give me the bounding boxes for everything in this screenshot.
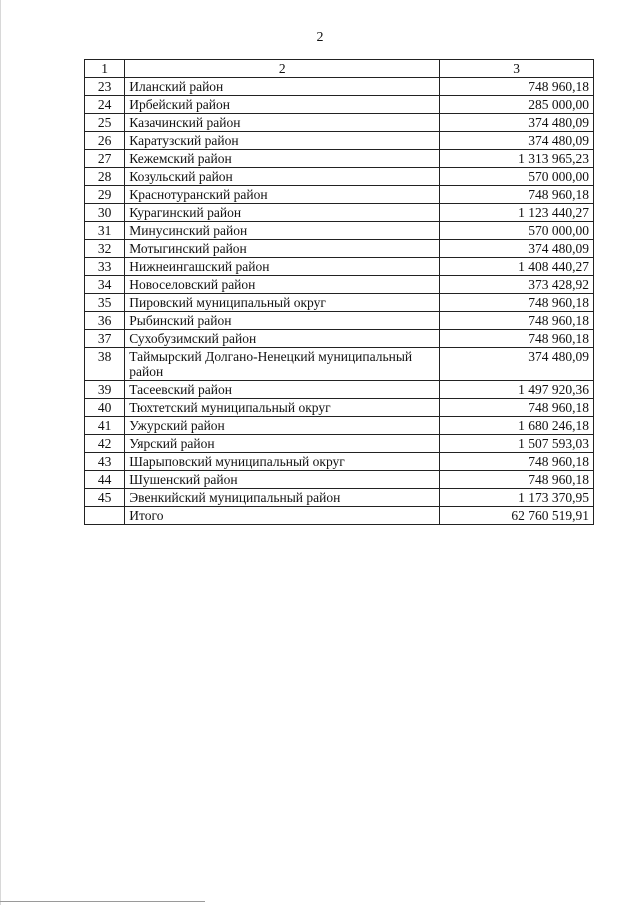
row-number-cell: 24 bbox=[85, 96, 125, 114]
row-name-cell: Ирбейский район bbox=[125, 96, 440, 114]
row-number-cell: 35 bbox=[85, 294, 125, 312]
row-name-cell: Нижнеингашский район bbox=[125, 258, 440, 276]
row-name-cell: Каратузский район bbox=[125, 132, 440, 150]
row-value-cell: 748 960,18 bbox=[440, 399, 594, 417]
row-name-cell: Ужурский район bbox=[125, 417, 440, 435]
row-number-cell: 41 bbox=[85, 417, 125, 435]
row-value-cell: 570 000,00 bbox=[440, 168, 594, 186]
row-number-cell: 40 bbox=[85, 399, 125, 417]
row-name-cell: Таймырский Долгано-Ненецкий муниципальный район bbox=[125, 348, 440, 381]
table-row bbox=[85, 222, 594, 240]
row-value-cell: 374 480,09 bbox=[440, 132, 594, 150]
row-name-cell: Сухобузимский район bbox=[125, 330, 440, 348]
row-name-cell: Тюхтетский муниципальный округ bbox=[125, 399, 440, 417]
row-number-cell: 42 bbox=[85, 435, 125, 453]
table-row bbox=[85, 78, 594, 96]
row-value-cell: 374 480,09 bbox=[440, 348, 594, 381]
header-col-2: 2 bbox=[125, 60, 440, 78]
row-number-cell bbox=[85, 507, 125, 525]
row-number-cell: 31 bbox=[85, 222, 125, 240]
table-row bbox=[85, 132, 594, 150]
row-number-cell: 27 bbox=[85, 150, 125, 168]
row-name-cell: Новоселовский район bbox=[125, 276, 440, 294]
row-number-cell: 34 bbox=[85, 276, 125, 294]
page-number: 2 bbox=[316, 30, 324, 45]
row-value-cell: 1 123 440,27 bbox=[440, 204, 594, 222]
scan-edge-bottom bbox=[0, 901, 205, 902]
row-name-cell: Иланский район bbox=[125, 78, 440, 96]
row-number-cell: 36 bbox=[85, 312, 125, 330]
table-row bbox=[85, 381, 594, 399]
total-row bbox=[85, 507, 594, 525]
row-name-cell: Итого bbox=[125, 507, 440, 525]
row-number-cell: 38 bbox=[85, 348, 125, 381]
row-number-cell: 30 bbox=[85, 204, 125, 222]
table-header-row bbox=[85, 60, 594, 78]
row-name-cell: Козульский район bbox=[125, 168, 440, 186]
row-number-cell: 28 bbox=[85, 168, 125, 186]
table-row bbox=[85, 204, 594, 222]
row-value-cell: 748 960,18 bbox=[440, 294, 594, 312]
table-row bbox=[85, 330, 594, 348]
row-number-cell: 25 bbox=[85, 114, 125, 132]
row-value-cell: 748 960,18 bbox=[440, 78, 594, 96]
row-number-cell: 32 bbox=[85, 240, 125, 258]
row-name-cell: Уярский район bbox=[125, 435, 440, 453]
row-name-cell: Тасеевский район bbox=[125, 381, 440, 399]
row-value-cell: 1 173 370,95 bbox=[440, 489, 594, 507]
table-row bbox=[85, 276, 594, 294]
row-value-cell: 1 680 246,18 bbox=[440, 417, 594, 435]
table-row bbox=[85, 471, 594, 489]
table-row bbox=[85, 168, 594, 186]
row-value-cell: 374 480,09 bbox=[440, 114, 594, 132]
row-number-cell: 33 bbox=[85, 258, 125, 276]
row-value-cell: 748 960,18 bbox=[440, 186, 594, 204]
scan-edge-left bbox=[0, 0, 1, 905]
table-row bbox=[85, 312, 594, 330]
row-name-cell: Минусинский район bbox=[125, 222, 440, 240]
row-number-cell: 26 bbox=[85, 132, 125, 150]
table-row bbox=[85, 186, 594, 204]
row-name-cell: Кежемский район bbox=[125, 150, 440, 168]
row-value-cell: 1 507 593,03 bbox=[440, 435, 594, 453]
row-name-cell: Краснотуранский район bbox=[125, 186, 440, 204]
row-value-cell: 1 497 920,36 bbox=[440, 381, 594, 399]
row-number-cell: 39 bbox=[85, 381, 125, 399]
row-number-cell: 29 bbox=[85, 186, 125, 204]
row-name-cell: Мотыгинский район bbox=[125, 240, 440, 258]
header-col-3: 3 bbox=[440, 60, 594, 78]
row-name-cell: Эвенкийский муниципальный район bbox=[125, 489, 440, 507]
row-value-cell: 1 313 965,23 bbox=[440, 150, 594, 168]
allocation-table bbox=[84, 59, 594, 525]
row-name-cell: Рыбинский район bbox=[125, 312, 440, 330]
row-number-cell: 44 bbox=[85, 471, 125, 489]
row-value-cell: 373 428,92 bbox=[440, 276, 594, 294]
table-row bbox=[85, 114, 594, 132]
row-name-cell: Курагинский район bbox=[125, 204, 440, 222]
table-row bbox=[85, 150, 594, 168]
row-value-cell: 748 960,18 bbox=[440, 330, 594, 348]
row-value-cell: 285 000,00 bbox=[440, 96, 594, 114]
header-col-1: 1 bbox=[85, 60, 125, 78]
row-name-cell: Шарыповский муниципальный округ bbox=[125, 453, 440, 471]
table-row bbox=[85, 435, 594, 453]
row-name-cell: Казачинский район bbox=[125, 114, 440, 132]
table-row bbox=[85, 399, 594, 417]
row-value-cell: 748 960,18 bbox=[440, 471, 594, 489]
row-number-cell: 43 bbox=[85, 453, 125, 471]
table-row bbox=[85, 453, 594, 471]
row-value-cell: 748 960,18 bbox=[440, 453, 594, 471]
row-value-cell: 570 000,00 bbox=[440, 222, 594, 240]
table-row bbox=[85, 240, 594, 258]
table-row bbox=[85, 489, 594, 507]
row-value-cell: 748 960,18 bbox=[440, 312, 594, 330]
row-value-cell: 62 760 519,91 bbox=[440, 507, 594, 525]
table-row bbox=[85, 96, 594, 114]
row-number-cell: 23 bbox=[85, 78, 125, 96]
row-name-cell: Пировский муниципальный округ bbox=[125, 294, 440, 312]
table-row bbox=[85, 417, 594, 435]
table-row bbox=[85, 294, 594, 312]
row-value-cell: 374 480,09 bbox=[440, 240, 594, 258]
row-number-cell: 45 bbox=[85, 489, 125, 507]
row-number-cell: 37 bbox=[85, 330, 125, 348]
row-name-cell: Шушенский район bbox=[125, 471, 440, 489]
table-row bbox=[85, 348, 594, 381]
table-row bbox=[85, 258, 594, 276]
row-value-cell: 1 408 440,27 bbox=[440, 258, 594, 276]
